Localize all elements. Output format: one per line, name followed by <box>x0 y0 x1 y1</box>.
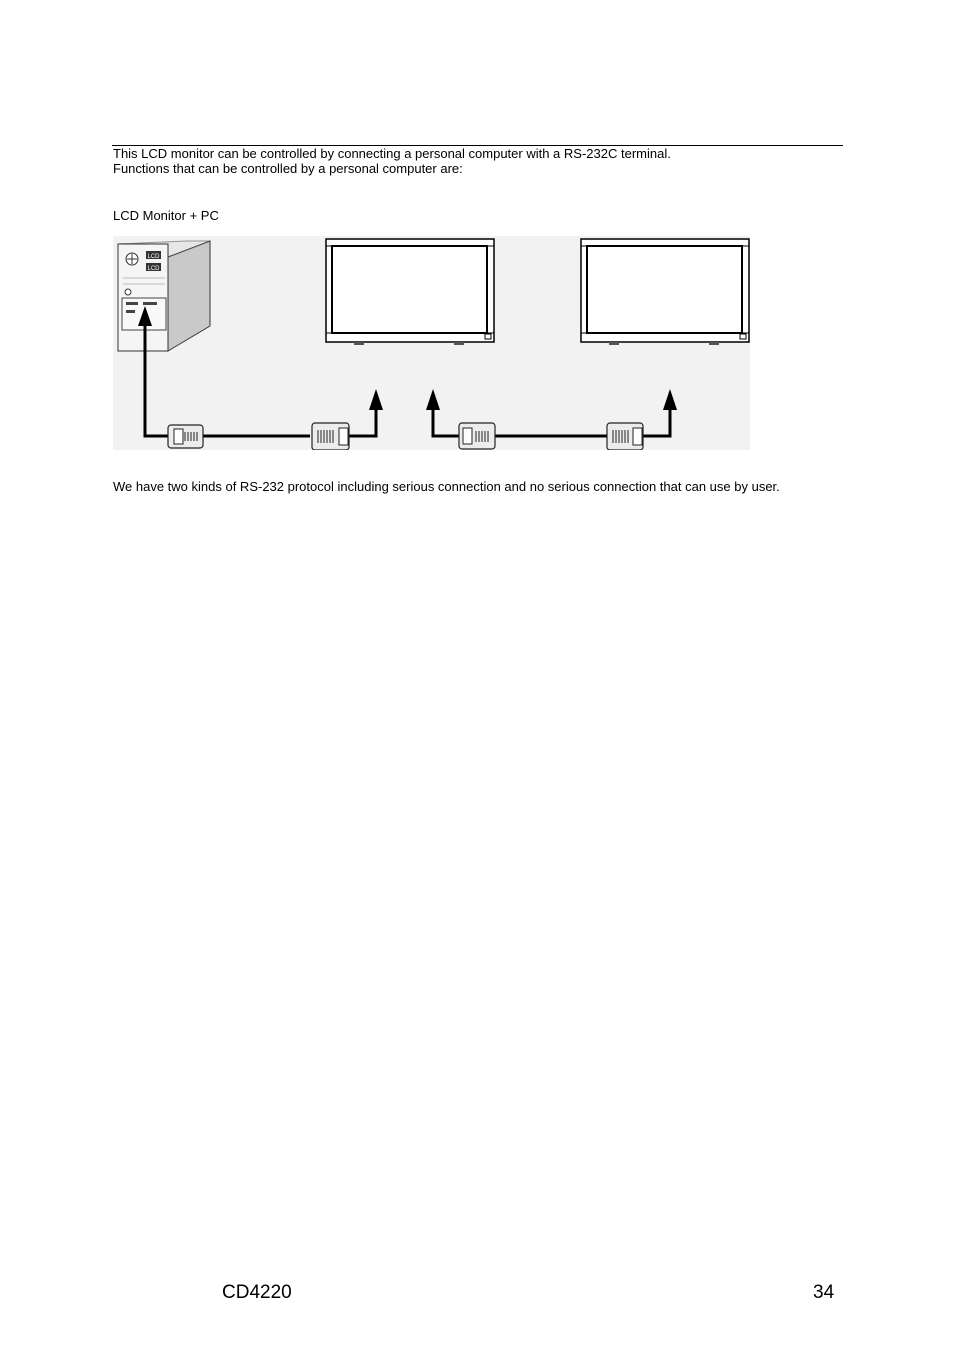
figure-caption: LCD Monitor + PC <box>113 208 219 223</box>
db9-connector-3 <box>459 423 495 449</box>
pc-port-label-2: LCD <box>147 266 160 272</box>
intro-line-2: Functions that can be controlled by a personal computer are: <box>113 161 463 176</box>
pc-port-label-1: LCD <box>147 254 160 260</box>
lcd-monitor-1 <box>326 239 494 345</box>
model-number: CD4220 <box>222 1282 292 1303</box>
db9-connector-2 <box>312 423 349 450</box>
pc-button-icon <box>125 289 131 295</box>
page-number: 34 <box>813 1282 835 1303</box>
protocol-note: We have two kinds of RS-232 protocol including serious connection and no serious connection that can use by user. <box>113 479 780 494</box>
connection-diagram <box>113 236 750 450</box>
pc-tower <box>118 241 210 351</box>
intro-line-1: This LCD monitor can be controlled by connecting a personal computer with a RS-232C terminal. <box>113 146 671 161</box>
lcd-monitor-2 <box>581 239 749 345</box>
db9-connector-1 <box>168 425 203 448</box>
db9-connector-4 <box>607 423 643 450</box>
